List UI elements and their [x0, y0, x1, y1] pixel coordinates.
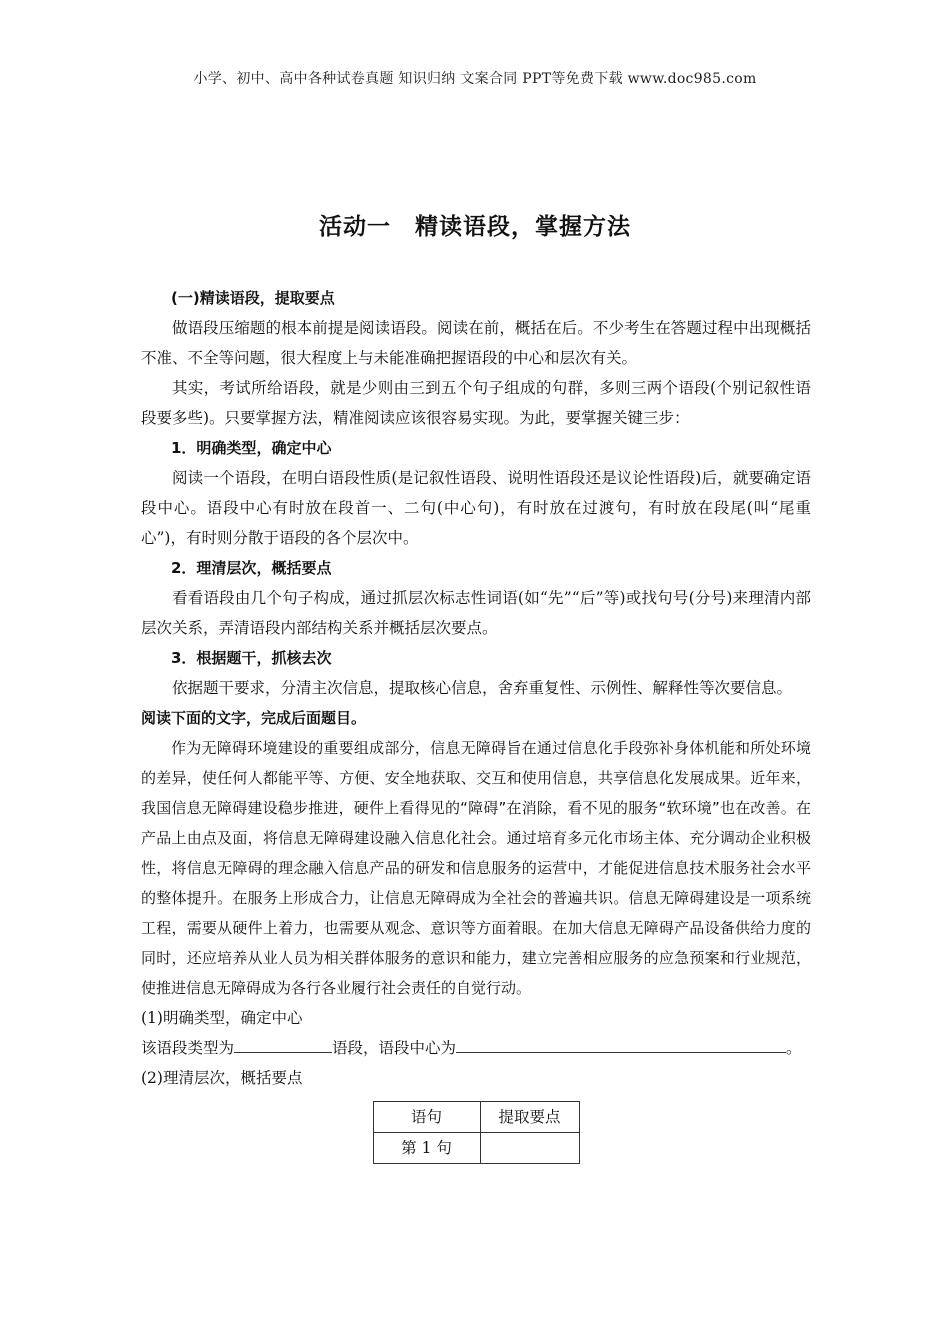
table-answer-cell[interactable]	[480, 1133, 579, 1164]
fill-in-question	[141, 1033, 811, 1063]
paragraph: 阅读一个语段，在明白语段性质(是记叙性语段、说明性语段还是议论性语段)后，就要确定语段中心。语段中心有时放在段首一、二句(中心句)，有时放在过渡句，有时放在段尾(叫“尾重心”)，有时则分散于语段的各个层次中。	[141, 469, 811, 547]
question-text: 该语段类型为	[141, 1039, 235, 1057]
section-heading: (一)精读语段，提取要点	[171, 289, 335, 307]
exercise-instruction: 阅读下面的文字，完成后面题目。	[141, 709, 367, 727]
question-heading: (2)理清层次，概括要点	[141, 1069, 303, 1087]
paragraph: 做语段压缩题的根本前提是阅读语段。阅读在前，概括在后。不少考生在答题过程中出现概括不准、不全等问题，很大程度上与未能准确把握语段的中心和层次有关。	[141, 319, 811, 367]
step-heading: 1．明确类型，确定中心	[171, 439, 332, 457]
question-heading: (1)明确类型，确定中心	[141, 1009, 303, 1027]
answer-blank-type[interactable]	[234, 1034, 332, 1053]
points-table	[373, 1101, 580, 1164]
paragraph: 其实，考试所给语段，就是少则由三到五个句子组成的句群，多则三两个语段(个别记叙性语段要多些)。只要掌握方法，精准阅读应该很容易实现。为此，要掌握关键三步：	[141, 379, 811, 427]
table-cell: 第 1 句	[373, 1133, 480, 1164]
question-text: 语段，语段中心为	[332, 1039, 457, 1057]
document-body	[141, 283, 811, 1164]
reading-passage: 作为无障碍环境建设的重要组成部分，信息无障碍旨在通过信息化手段弥补身体机能和所处环境的差异，使任何人都能平等、方便、安全地获取、交互和使用信息，共享信息化发展成果。近年来，我国信息无障碍建设稳步推进，硬件上看得见的“障碍”在消除，看不见的服务“软环境”也在改善。在产品上由点及面，将信息无障碍建设融入信息化社会。通过培育多元化市场主体、充分调动企业积极性，将信息无障碍的理念融入信息产品的研发和信息服务的运营中，才能促进信息技术服务社会水平的整体提升。在服务上形成合力，让信息无障碍成为全社会的普遍共识。信息无障碍建设是一项系统工程，需要从硬件上着力，也需要从观念、意识等方面着眼。在加大信息无障碍产品设备供给力度的同时，还应培养从业人员为相关群体服务的意识和能力，建立完善相应服务的应急预案和行业规范，使推进信息无障碍成为各行各业履行社会责任的自觉行动。	[141, 739, 811, 997]
table-row	[373, 1133, 579, 1164]
step-heading: 2．理清层次，概括要点	[171, 559, 332, 577]
page-title: 活动一 精读语段，掌握方法	[319, 214, 631, 240]
page-header: 小学、初中、高中各种试卷真题 知识归纳 文案合同 PPT等免费下载 www.doc985.com	[193, 71, 757, 87]
paragraph: 看看语段由几个句子构成，通过抓层次标志性词语(如“先”“后”等)或找句号(分号)来理清内部层次关系，弄清语段内部结构关系并概括层次要点。	[141, 589, 811, 637]
answer-blank-center[interactable]	[456, 1034, 786, 1053]
step-heading: 3．根据题干，抓核去次	[171, 649, 332, 667]
paragraph: 依据题干要求，分清主次信息，提取核心信息，舍弃重复性、示例性、解释性等次要信息。	[172, 679, 793, 697]
table-header-row	[373, 1102, 579, 1133]
table-header-cell: 语句	[373, 1102, 480, 1133]
table-header-cell: 提取要点	[480, 1102, 579, 1133]
question-end: 。	[786, 1039, 802, 1057]
